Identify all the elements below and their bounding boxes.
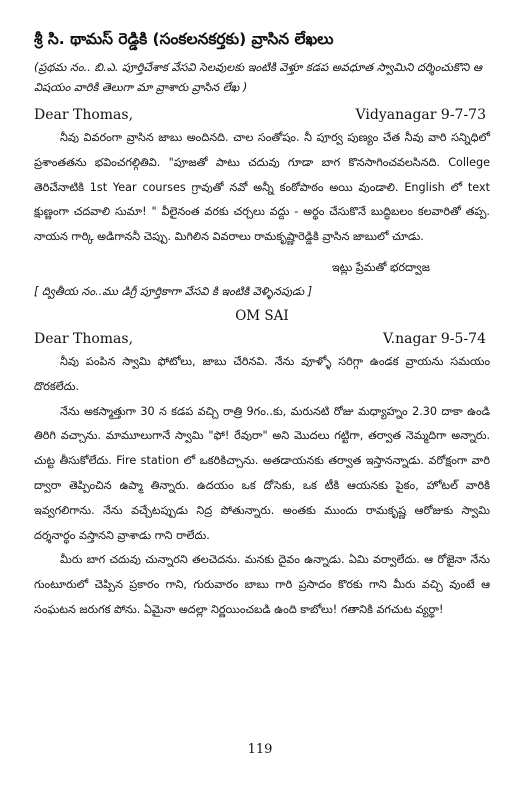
page-number: 119 [247,742,273,757]
om-sai-heading: OM SAI [235,307,289,324]
letter1-salutation: Dear Thomas, [34,107,134,123]
second-note: [ ద్వితీయ నం..ము డిగ్రీ పూర్తికాగా వేసవి కి ఇంటికి వెళ్ళినపుడు ] [34,284,313,298]
letter1-place-date: Vidyanagar 9-7-73 [355,107,486,123]
page-title: శ్రీ సి. థామస్ రెడ్డికి (సంకలనకర్తకు) వ్రాసిన లేఖలు [34,30,334,48]
letter1-closing: ఇట్లు ప్రేమతో భరద్వాజ [331,260,430,274]
letter1-header [34,104,490,126]
letter2-header [34,328,490,350]
letter2-place-date: V.nagar 9-5-74 [382,330,486,347]
letter2-paragraph-3: మీరు బాగ చదువు చున్నారని తలచెదను. మనకు దైవం ఉన్నాడు. ఏమి వర్వాలేదు. ఆ రోజైనా నేను గుంటూరులో చెప్పిన ప్రకారం గాని, గురువారం బాబు గారి ప్రసాదం కొరకు గాని మీరు వచ్చి వుంటే ఆ సంఘటన జరుగక పోను. ఏమైనా అదల్లా నిర్ణయించబడి ఉంది కాబోలు! గతానికి వగచుట వ్యర్థా! [34,553,490,616]
letter2-paragraph-1: నీవు పంపిన స్వామి ఫోటోలు, జాబు చేరినవి. నేను వూళ్ళో సరిగ్గా ఉండక వ్రాయను సమయం దొరకలేదు. [34,354,490,393]
letter1-paragraph: నీవు వివరంగా వ్రాసిన జాబు అందినది. చాల సంతోషం. నీ పూర్వ పుణ్యం చేత నీవు వారి సన్నిధిలో ప్రశాంతతను భవించగల్గితివి. "పూజతో పాటు చదువు గూడా బాగ కొనసాగించవలసినది. College తెరిచేనాటికి 1st Year courses గ్రావుతో నవో అన్నీ కంఠోపాఠం అయి వుండాలి. English లో text క్షుణ్ణంగా చదవాలి సుమా! " వీలైనంత వరకు చర్చలు వద్దు - అర్థం చేసుకొనే బుద్ధిబలం కలవారితో తప్ప. నాయన గార్కి అడిగాననీ చెప్పు. మిగిలిన వివరాలు రామకృష్ణారెడ్డికి వ్రాసిన జాబులో చూడు. [34,131,490,244]
intro-note: (ప్రథమ నం.. బి.ఎ. పూర్తిచేశాక వేసవి సెలవులకు ఇంటికి వెళ్తూ కడప అవధూత స్వామిని దర్శించుకొని ఆ విషయం వారికి తెలుగా మా వ్రాశారు వ్రాసిన లేఖ ) [34,61,482,94]
letter2-paragraph-2: నేను అకస్మాత్తుగా 30 న కడప వచ్చి రాత్రి 9గం..కు, మరునటి రోజు మధ్యాహ్నం 2.30 దాకా ఉండి తిరిగి వచ్చాను. మామూలుగానే స్వామి "ఫో! రేవురా" అని మొదలు గట్టిగా, తర్వాత నెమ్మదిగా అన్నారు. చుట్ట తీసుకోలేదు. Fire station లో ఒకరికిచ్చాను. అతడాయనకు తర్వాత ఇస్తానన్నాడు. వరోక్షంగా వారి ద్వారా తెప్పించిన ఉప్మా తిన్నారు. ఉదయం ఒక దోసెకు, ఒక టీకి ఆయనకు పైకం, హోటల్ వారికి ఇవ్వగలిగాను. నేను వచ్చేటప్పుడు నిద్ర పోతున్నారు. అంతకు ముందు రామకృష్ణ ఆరోజుకు స్వామి దర్శనార్థం వస్తానని వ్రాశాడు గాని రాలేదు. [34,404,490,542]
letter2-salutation: Dear Thomas, [34,330,134,347]
